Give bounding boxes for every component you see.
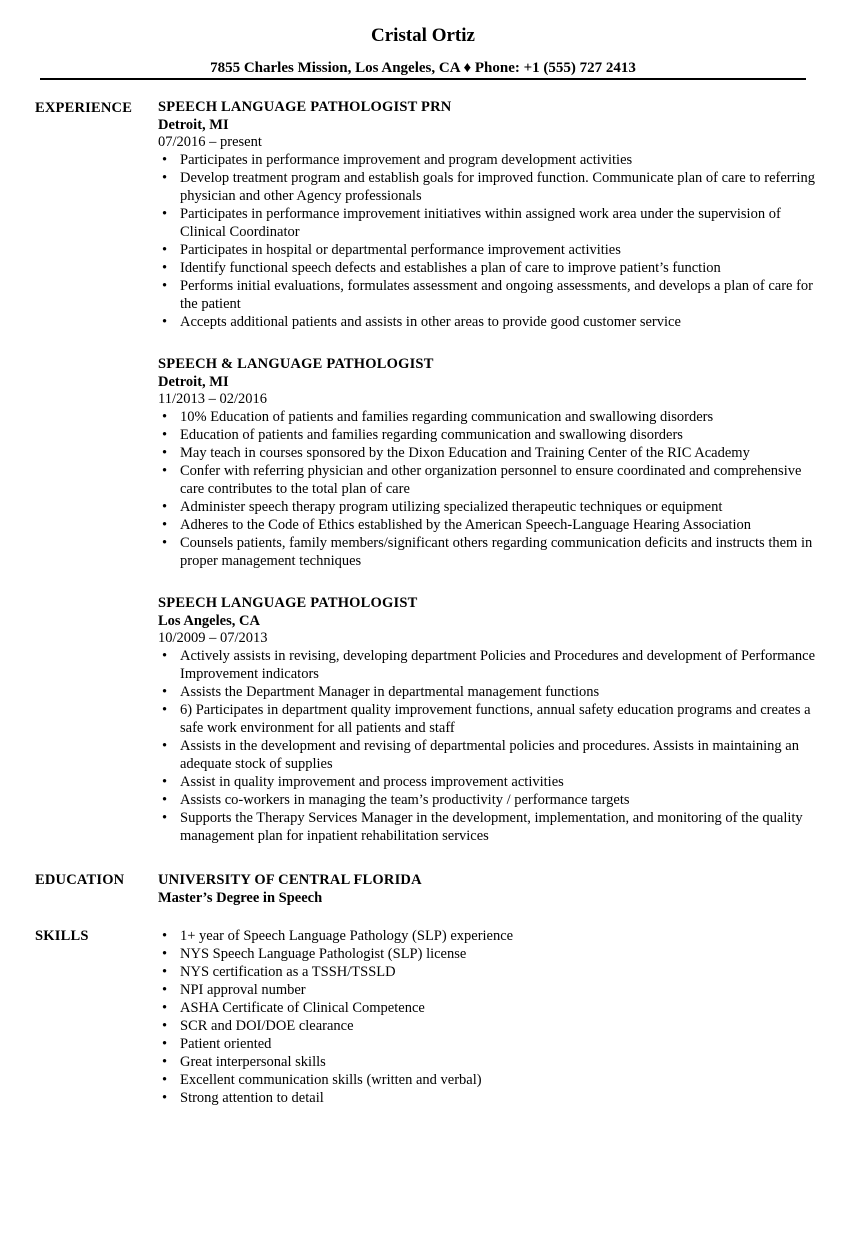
job-location: Los Angeles, CA [158,613,260,629]
list-item: • Assists co-workers in managing the team’s productivity / performance targets [158,791,818,809]
contact-line: 7855 Charles Mission, Los Angeles, CA ♦ Phone: +1 (555) 727 2413 [210,60,636,76]
section-label-skills: SKILLS [35,928,89,944]
skills-body [158,927,818,1107]
list-item: • NPI approval number [158,981,818,999]
skills-list [158,927,818,1107]
list-item: • Counsels patients, family members/significant others regarding communication deficits and instructs them in proper management techniques [158,534,818,570]
list-item: • Strong attention to detail [158,1089,818,1107]
job-entry [158,594,818,845]
job-entry [158,98,818,331]
list-item: • Confer with referring physician and other organization personnel to ensure coordinated and comprehensive care contributes to the total plan of care [158,462,818,498]
list-item: • Actively assists in revising, developing department Policies and Procedures and development of Performance Improvement indicators [158,647,818,683]
list-item: • Assist in quality improvement and process improvement activities [158,773,818,791]
list-item: • Accepts additional patients and assists in other areas to provide good customer service [158,313,818,331]
job-bullets [158,647,818,845]
list-item: • Great interpersonal skills [158,1053,818,1071]
job-title: SPEECH LANGUAGE PATHOLOGIST [158,595,418,611]
list-item: • 6) Participates in department quality improvement functions, annual safety education programs and creates a safe work environment for all patients and staff [158,701,818,737]
list-item: • NYS certification as a TSSH/TSSLD [158,963,818,981]
list-item: • Participates in performance improvement initiatives within assigned work area under the supervision of Clinical Coordinator [158,205,818,241]
list-item: • Excellent communication skills (written and verbal) [158,1071,818,1089]
list-item: • 1+ year of Speech Language Pathology (SLP) experience [158,927,818,945]
list-item: • ASHA Certificate of Clinical Competence [158,999,818,1017]
list-item: • Education of patients and families regarding communication and swallowing disorders [158,426,818,444]
job-entry [158,355,818,570]
section-label-education: EDUCATION [35,872,125,888]
job-location: Detroit, MI [158,374,229,390]
job-bullets [158,408,818,570]
candidate-name: Cristal Ortiz [371,25,475,46]
list-item: • Participates in hospital or departmental performance improvement activities [158,241,818,259]
list-item: • 10% Education of patients and families regarding communication and swallowing disorders [158,408,818,426]
job-dates: 10/2009 – 07/2013 [158,630,268,646]
list-item: • Supports the Therapy Services Manager in the development, implementation, and monitoring of the quality management plan for inpatient rehabilitation services [158,809,818,845]
list-item: • Identify functional speech defects and establishes a plan of care to improve patient’s function [158,259,818,277]
list-item: • Performs initial evaluations, formulates assessment and ongoing assessments, and develops a plan of care for the patient [158,277,818,313]
school-name: UNIVERSITY OF CENTRAL FLORIDA [158,872,422,888]
list-item: • Assists the Department Manager in departmental management functions [158,683,818,701]
list-item: • NYS Speech Language Pathologist (SLP) license [158,945,818,963]
list-item: • Develop treatment program and establish goals for improved function. Communicate plan of care to referring physician and other Agency professionals [158,169,818,205]
list-item: • Participates in performance improvement and program development activities [158,151,818,169]
list-item: • Assists in the development and revising of departmental policies and procedures. Assists in maintaining an adequate stock of supplies [158,737,818,773]
list-item: • Administer speech therapy program utilizing specialized therapeutic techniques or equipment [158,498,818,516]
list-item: • Adheres to the Code of Ethics established by the American Speech-Language Hearing Association [158,516,818,534]
list-item: • SCR and DOI/DOE clearance [158,1017,818,1035]
job-title: SPEECH & LANGUAGE PATHOLOGIST [158,356,434,372]
job-title: SPEECH LANGUAGE PATHOLOGIST PRN [158,99,452,115]
job-dates: 11/2013 – 02/2016 [158,391,268,407]
education-body [158,871,818,907]
list-item: • Patient oriented [158,1035,818,1053]
job-dates: 07/2016 – present [158,134,262,150]
job-location: Detroit, MI [158,117,229,133]
header-divider [40,78,806,80]
section-label-experience: EXPERIENCE [35,100,133,116]
list-item: • May teach in courses sponsored by the Dixon Education and Training Center of the RIC Academy [158,444,818,462]
degree-name: Master’s Degree in Speech [158,890,323,906]
experience-list [158,98,818,869]
job-bullets [158,151,818,331]
